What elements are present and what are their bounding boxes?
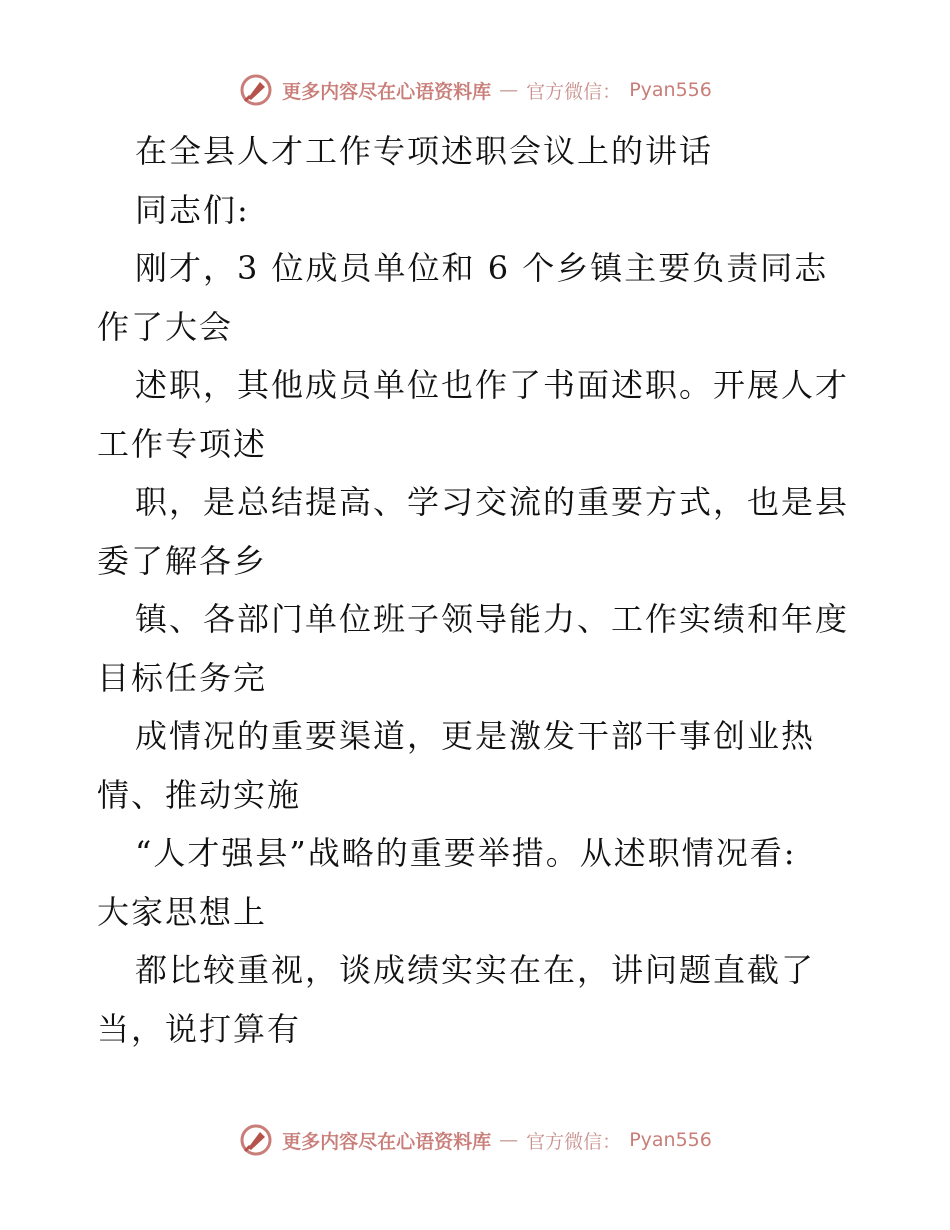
watermark-id: Pyan556 (629, 79, 712, 101)
watermark-id: Pyan556 (629, 1129, 712, 1151)
footer-watermark (0, 1122, 950, 1158)
watermark-label: 官方微信： (526, 1130, 622, 1153)
paragraph-line: 成情况的重要渠道，更是激发干部干事创业热 (135, 717, 816, 755)
paragraph-line: 工作专项述 (97, 424, 268, 463)
watermark-main-text: 更多内容尽在心语资料库 (282, 1130, 492, 1153)
pen-nib-logo-icon (238, 1122, 274, 1158)
paragraph-line: 当，说打算有 (97, 1009, 302, 1048)
watermark-main-text: 更多内容尽在心语资料库 (282, 80, 492, 103)
document-body (97, 122, 867, 1058)
watermark-separator: — (499, 1129, 519, 1151)
paragraph-line: “人才强县”战略的重要举措。从述职情况看: (135, 834, 797, 872)
pen-nib-logo-icon (238, 72, 274, 108)
paragraph-line: 镇、各部门单位班子领导能力、工作实绩和年度 (135, 600, 850, 638)
salutation: 同志们: (135, 190, 250, 229)
paragraph-line: 情、推动实施 (97, 775, 302, 814)
paragraph-line: 述职，其他成员单位也作了书面述职。开展人才 (135, 366, 850, 404)
watermark-separator: — (499, 79, 519, 101)
paragraph-line: 作了大会 (97, 307, 234, 346)
document-title: 在全县人才工作专项述职会议上的讲话 (135, 132, 714, 170)
paragraph-line: 大家思想上 (97, 892, 268, 931)
paragraph-line: 职，是总结提高、学习交流的重要方式，也是县 (135, 483, 850, 521)
header-watermark (0, 72, 950, 108)
paragraph-line: 委了解各乡 (97, 541, 268, 580)
paragraph-line: 刚才，3 位成员单位和 6 个乡镇主要负责同志 (135, 249, 829, 287)
watermark-label: 官方微信： (526, 80, 622, 103)
paragraph-line: 都比较重视，谈成绩实实在在，讲问题直截了 (135, 951, 816, 989)
paragraph-line: 目标任务完 (97, 658, 268, 697)
